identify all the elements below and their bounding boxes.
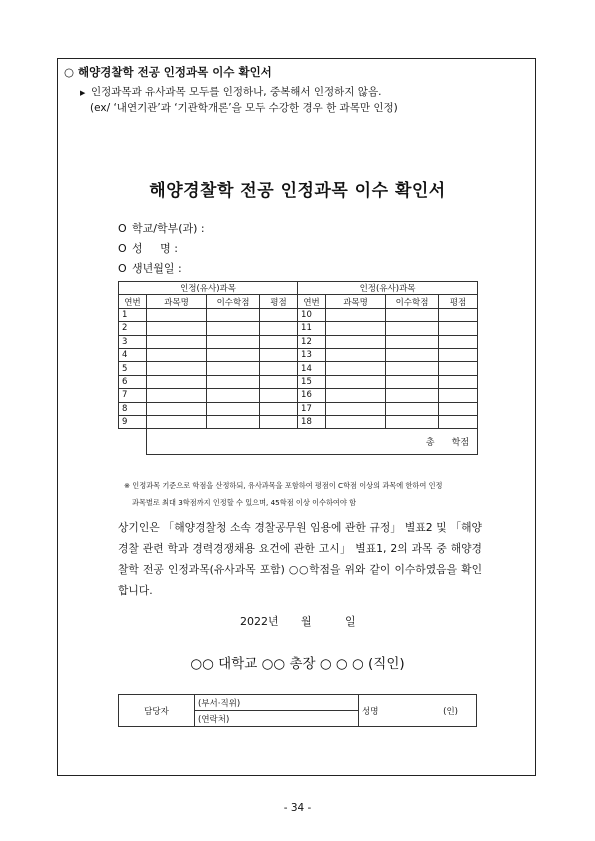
name-seal-cell[interactable] [359,695,477,727]
credits-cell[interactable] [386,362,439,375]
credits-cell[interactable] [207,308,260,321]
grade-cell[interactable] [260,389,298,402]
course-name-cell[interactable] [326,402,386,415]
col-header-no: 연번 [119,295,147,308]
col-header-course: 과목명 [147,295,207,308]
row-number: 6 [119,375,147,388]
note [124,477,484,511]
field-birthdate [118,260,182,276]
row-number: 7 [119,389,147,402]
credits-cell[interactable] [207,348,260,361]
instruction-bullet [80,84,381,99]
field-bullet: O [118,222,127,235]
credits-cell[interactable] [386,389,439,402]
row-number: 8 [119,402,147,415]
form-title: 해양경찰학 전공 인정과목 이수 확인서 [149,181,446,201]
course-name-cell[interactable] [326,308,386,321]
section-heading: ○ 해양경찰학 전공 인정과목 이수 확인서 [64,65,272,79]
field-bullet: O [118,262,127,275]
credits-cell[interactable] [207,375,260,388]
field-name [118,240,178,256]
table-row [119,362,478,375]
field-school-label: 학교/학부(과) : [132,222,205,235]
grade-cell[interactable] [260,308,298,321]
course-name-cell[interactable] [147,348,207,361]
field-bullet: O [118,242,127,255]
confirmation-paragraph: 상기인은 「해양경찰청 소속 경찰공무원 임용에 관한 규정」 별표2 및 「해양경찰 관련 학과 경력경쟁채용 요건에 관한 고시」 별표1, 2의 과목 중 해양경찰학 전공 인정과목(유사과목 포함) ○○학점을 위와 같이 이수하였음을 확인합니다. [118,521,482,597]
credits-cell[interactable] [386,402,439,415]
col-header-grade: 평점 [260,295,298,308]
table-row [119,335,478,348]
manager-table [118,694,477,727]
row-number: 9 [119,415,147,428]
row-number: 11 [298,322,326,335]
course-name-cell[interactable] [326,389,386,402]
table-row [119,308,478,321]
note-line-2: 과목별로 최대 3학점까지 인정할 수 있으며, 45학점 이상 이수하여야 함 [132,498,357,507]
course-name-cell[interactable] [326,335,386,348]
grade-cell[interactable] [439,402,478,415]
credits-cell[interactable] [207,389,260,402]
table-row [119,402,478,415]
instruction-text: 인정과목과 유사과목 모두를 인정하나, 중복해서 인정하지 않음. [91,86,382,98]
credits-cell[interactable] [386,375,439,388]
course-table [118,281,478,455]
contact-field[interactable]: (연락처) [195,711,359,727]
col-header-course: 과목명 [326,295,386,308]
grade-cell[interactable] [260,362,298,375]
instruction-example: (ex/ ‘내연기관’과 ‘기관학개론’을 모두 수강한 경우 한 과목만 인정) [90,102,398,114]
group-header-right: 인정(유사)과목 [298,282,478,295]
row-number: 15 [298,375,326,388]
grade-cell[interactable] [439,335,478,348]
grade-cell[interactable] [260,415,298,428]
row-number: 1 [119,308,147,321]
row-number: 10 [298,308,326,321]
dept-field[interactable]: (부서·직위) [195,695,359,711]
course-name-cell[interactable] [147,389,207,402]
course-name-cell[interactable] [326,322,386,335]
course-name-cell[interactable] [326,375,386,388]
field-school [118,220,205,236]
grade-cell[interactable] [260,375,298,388]
grade-cell[interactable] [260,402,298,415]
table-row [119,375,478,388]
row-number: 2 [119,322,147,335]
col-header-credits: 이수학점 [386,295,439,308]
grade-cell[interactable] [439,389,478,402]
course-name-cell[interactable] [326,348,386,361]
row-number: 18 [298,415,326,428]
credits-cell[interactable] [386,415,439,428]
credits-cell[interactable] [207,335,260,348]
date-day: 일 [345,615,356,628]
row-number: 4 [119,348,147,361]
col-header-credits: 이수학점 [207,295,260,308]
grade-cell[interactable] [439,322,478,335]
credits-cell[interactable] [207,322,260,335]
row-number: 13 [298,348,326,361]
course-name-cell[interactable] [147,375,207,388]
course-name-cell[interactable] [326,362,386,375]
group-header-left: 인정(유사)과목 [119,282,298,295]
grade-cell[interactable] [260,322,298,335]
table-row [119,348,478,361]
course-name-cell[interactable] [147,402,207,415]
credits-cell[interactable] [386,308,439,321]
grade-cell[interactable] [439,348,478,361]
table-row [119,415,478,428]
signature-line: ○○ 대학교 ○○ 총장 ○ ○ ○ (직인) [190,656,405,672]
credits-cell[interactable] [207,415,260,428]
table-row [119,322,478,335]
manager-label: 담당자 [119,695,195,727]
row-number: 17 [298,402,326,415]
name-label: 성명 [362,706,379,717]
col-header-grade: 평점 [439,295,478,308]
triangle-bullet-icon: ▶ [80,89,86,97]
course-name-cell[interactable] [326,415,386,428]
table-row [119,389,478,402]
grade-cell[interactable] [260,335,298,348]
blank-cell [119,429,147,455]
grade-cell[interactable] [439,375,478,388]
credits-cell[interactable] [386,322,439,335]
grade-cell[interactable] [439,362,478,375]
row-number: 3 [119,335,147,348]
row-number: 5 [119,362,147,375]
course-name-cell[interactable] [147,415,207,428]
row-number: 14 [298,362,326,375]
grade-cell[interactable] [260,348,298,361]
date-month: 월 [301,615,312,628]
course-name-cell[interactable] [147,308,207,321]
grade-cell[interactable] [439,415,478,428]
grade-cell[interactable] [439,308,478,321]
course-name-cell[interactable] [147,362,207,375]
credits-cell[interactable] [207,402,260,415]
page-number: - 34 - [283,802,312,814]
date-year: 2022년 [240,615,279,628]
credits-cell[interactable] [386,335,439,348]
row-number: 16 [298,389,326,402]
course-name-cell[interactable] [147,322,207,335]
row-number: 12 [298,335,326,348]
note-line-1: ※ 인정과목 기준으로 학점을 산정하되, 유사과목을 포함하여 평점이 C학점 이상의 과목에 한하여 인정 [124,481,443,490]
field-birthdate-label: 생년월일 : [132,262,182,275]
seal-label: (인) [443,706,458,717]
course-name-cell[interactable] [147,335,207,348]
credits-cell[interactable] [207,362,260,375]
col-header-no: 연번 [298,295,326,308]
total-credits-cell[interactable]: 총 학점 [147,429,478,455]
field-name-label: 성 명 : [132,242,178,255]
credits-cell[interactable] [386,348,439,361]
